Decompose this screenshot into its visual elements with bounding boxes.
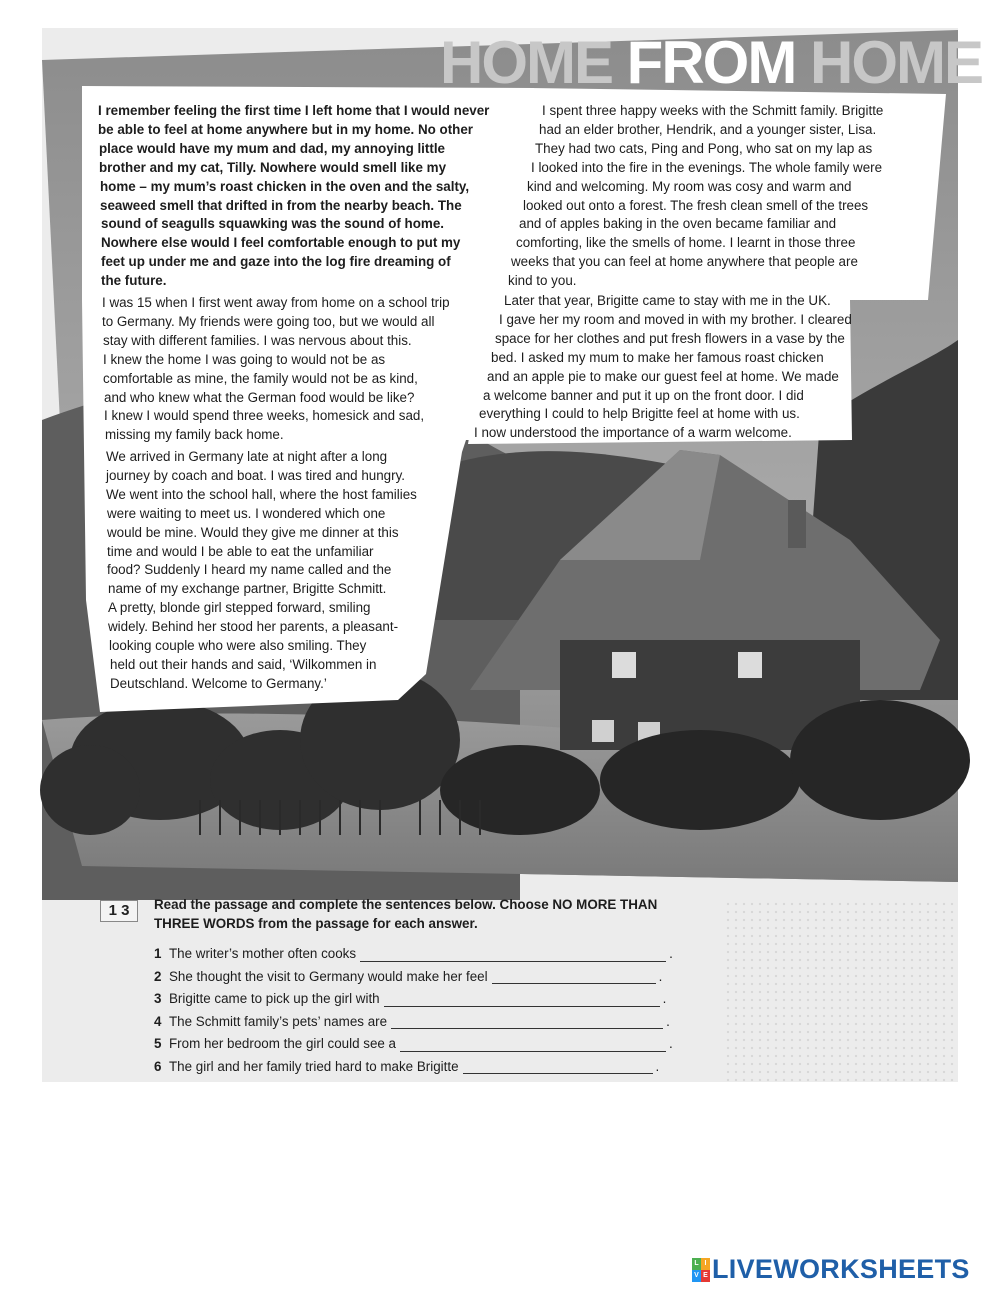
answer-input-3[interactable] — [384, 992, 660, 1007]
text-line: brother and my cat, Tilly. Nowhere would smell like my — [99, 159, 447, 175]
instruction-line: Read the passage and complete the sentences below. Choose NO MORE THAN — [154, 897, 658, 912]
text-line: food? Suddenly I heard my name called and the — [107, 562, 392, 578]
question-text: The writer’s mother often cooks — [169, 946, 357, 961]
text-line: stay with different families. I was nervous about this. — [103, 332, 412, 348]
text-line: seaweed smell that drifted in from the nearby beach. The — [100, 197, 462, 213]
text-line: sound of seagulls squawking was the sound of home. — [101, 216, 444, 232]
text-line: I remember feeling the first time I left home that I would never — [98, 103, 490, 118]
instruction-line: THREE WORDS from the passage for each answer. — [154, 916, 478, 931]
full-stop: . — [669, 1036, 673, 1052]
text-line: I was 15 when I first went away from home on a school trip — [102, 295, 450, 310]
text-line: Nowhere else would I feel comfortable enough to put my — [101, 235, 461, 251]
text-line: A pretty, blonde girl stepped forward, smiling — [108, 600, 371, 616]
question-text: Brigitte came to pick up the girl with — [169, 991, 380, 1007]
text-line: held out their hands and said, ‘Wilkommen in — [110, 656, 377, 672]
question-item — [154, 1033, 673, 1056]
liveworksheets-logo[interactable] — [692, 1254, 970, 1285]
logo-icon: L I V E — [692, 1258, 710, 1282]
question-number: 3 — [154, 991, 162, 1007]
text-line: were waiting to meet us. I wondered which one — [107, 505, 386, 521]
question-number: 6 — [154, 1058, 162, 1074]
paragraph-3 — [106, 448, 417, 694]
text-line: Later that year, Brigitte came to stay with me in the UK. — [504, 293, 831, 308]
dot-pattern — [724, 900, 958, 1082]
text-line: space for her clothes and put fresh flowers in a vase by the — [495, 330, 845, 346]
intro-paragraph — [98, 102, 489, 291]
paragraph-4 — [508, 102, 883, 291]
logo-text: LIVEWORKSHEETS — [712, 1254, 970, 1284]
title-word-3: HOME — [809, 29, 982, 96]
text-line: widely. Behind her stood her parents, a pleasant- — [108, 619, 399, 635]
text-line: I spent three happy weeks with the Schmitt family. Brigitte — [542, 103, 884, 118]
text-line: be able to feel at home anywhere but in my home. No other — [98, 121, 474, 137]
text-line: bed. I asked my mum to make her famous roast chicken — [491, 349, 824, 365]
text-line: I knew the home I was going to would not be as — [103, 351, 386, 367]
question-number: 2 — [154, 968, 162, 984]
text-line: I gave her my room and moved in with my brother. I cleared — [499, 311, 852, 327]
text-line: would be mine. Would they give me dinner at this — [107, 524, 399, 540]
text-line: looking couple who were also smiling. They — [109, 638, 367, 654]
paragraph-2 — [102, 294, 450, 445]
text-line: missing my family back home. — [105, 427, 284, 443]
question-text: From her bedroom the girl could see a — [169, 1036, 397, 1052]
text-line: We went into the school hall, where the host families — [106, 486, 417, 502]
text-line: and an apple pie to make our guest feel at home. We made — [487, 368, 839, 384]
title-word-2: FROM — [626, 29, 796, 96]
text-line: comforting, like the smells of home. I learnt in those three — [516, 235, 856, 251]
text-line: weeks that you can feel at home anywhere that people are — [511, 254, 858, 270]
text-line: kind and welcoming. My room was cosy and warm and — [527, 178, 852, 194]
text-line: I now understood the importance of a warm welcome. — [474, 425, 792, 441]
text-line: name of my exchange partner, Brigitte Schmitt. — [108, 581, 387, 597]
text-line: had an elder brother, Hendrik, and a younger sister, Lisa. — [539, 121, 877, 137]
text-line: a welcome banner and put it up on the front door. I did — [483, 387, 804, 403]
question-number: 5 — [154, 1036, 162, 1052]
full-stop: . — [662, 991, 667, 1007]
question-list — [154, 943, 673, 1079]
answer-input-4[interactable] — [391, 1014, 663, 1029]
question-text: The girl and her family tried hard to make Brigitte — [169, 1058, 459, 1074]
question-item — [154, 943, 673, 966]
full-stop: . — [658, 968, 663, 984]
text-line: kind to you. — [508, 273, 577, 289]
page-title — [440, 29, 982, 96]
text-line: place would have my mum and dad, my annoying little — [99, 140, 445, 156]
question-item — [154, 988, 673, 1011]
text-line: everything I could to help Brigitte feel at home with us. — [479, 406, 800, 422]
text-line: time and would I be able to eat the unfamiliar — [107, 543, 374, 559]
text-line: We arrived in Germany late at night after a long — [106, 449, 388, 464]
answer-input-5[interactable] — [400, 1037, 666, 1052]
question-item — [154, 1011, 673, 1034]
answer-input-2[interactable] — [492, 969, 656, 984]
text-line: the future. — [101, 273, 167, 289]
question-text: The Schmitt family’s pets’ names are — [169, 1013, 388, 1029]
text-line: looked out onto a forest. The fresh clean smell of the trees — [523, 197, 869, 213]
question-number: 4 — [154, 1013, 162, 1029]
text-line: I looked into the fire in the evenings. The whole family were — [531, 159, 883, 175]
title-word-1: HOME — [440, 29, 612, 96]
question-number: 1 — [154, 946, 162, 961]
full-stop: . — [666, 1013, 670, 1029]
exercise-instructions — [154, 895, 657, 933]
answer-input-6[interactable] — [463, 1059, 653, 1074]
text-line: Deutschland. Welcome to Germany.’ — [110, 675, 327, 691]
text-line: and who knew what the German food would be like? — [104, 389, 415, 405]
text-line: feet up under me and gaze into the log fire dreaming of — [101, 254, 451, 270]
text-line: home – my mum’s roast chicken in the oven and the salty, — [100, 178, 470, 194]
text-line: comfortable as mine, the family would not be as kind, — [103, 370, 418, 386]
text-line: I knew I would spend three weeks, homesick and sad, — [104, 408, 425, 424]
question-text: She thought the visit to Germany would make her feel — [169, 968, 488, 984]
paragraph-5 — [474, 292, 852, 443]
full-stop: . — [669, 946, 673, 961]
exercise-number-badge: 1 3 — [100, 900, 138, 922]
text-line: to Germany. My friends were going too, but we would all — [102, 313, 435, 329]
text-line: and of apples baking in the oven became familiar and — [519, 216, 837, 232]
answer-input-1[interactable] — [360, 947, 666, 962]
question-item — [154, 966, 673, 989]
question-item — [154, 1056, 673, 1079]
text-line: They had two cats, Ping and Pong, who sat on my lap as — [535, 140, 873, 156]
text-line: journey by coach and boat. I was tired and hungry. — [106, 467, 405, 483]
full-stop: . — [655, 1058, 660, 1074]
